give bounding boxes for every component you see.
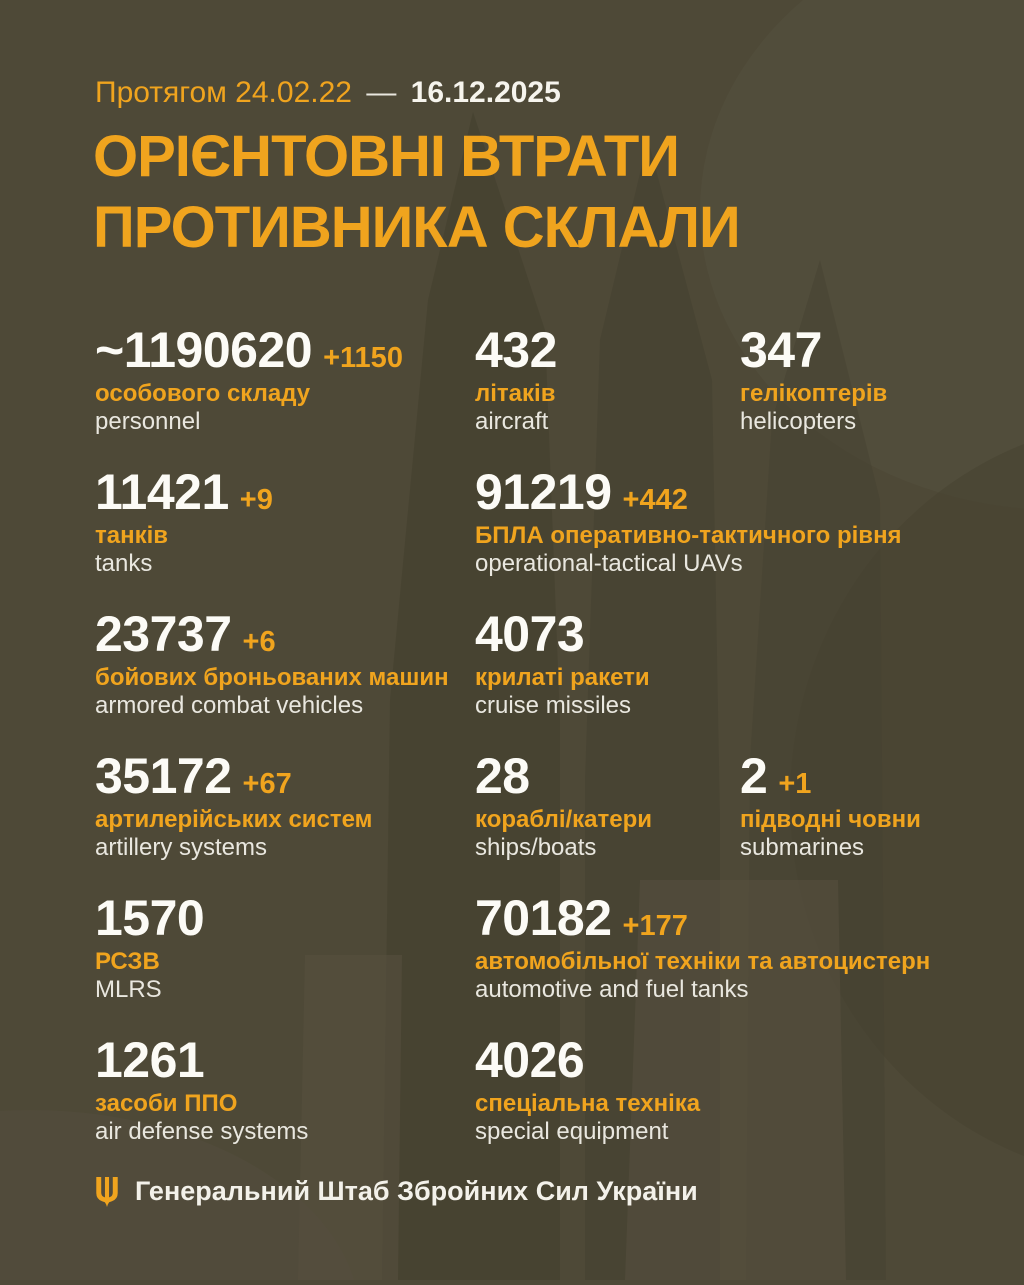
stat-value: 35172 [95,748,232,804]
stat-value: 23737 [95,606,232,662]
stat-label-ua: БПЛА оперативно-тактичного рівня [475,522,902,549]
stat-delta: +442 [622,484,688,516]
stat-special-equipment [475,1032,967,1174]
stat-value: 91219 [475,464,612,520]
stat-label-en: ships/boats [475,834,597,862]
stat-submarines [740,748,967,890]
stat-delta: +1 [778,768,812,800]
losses-stats-grid [95,322,967,1174]
stat-helicopters [740,322,967,464]
stat-label-ua: крилаті ракети [475,664,650,691]
stat-value: ~1190620 [95,322,313,378]
stat-value: 432 [475,322,557,378]
stat-label-ua: кораблі/катери [475,806,653,833]
stat-delta: +67 [242,768,292,800]
stat-label-ua: автомобільної техніки та автоцистерн [475,948,931,975]
stat-label-en: submarines [740,834,865,862]
stat-personnel [95,322,475,464]
stat-tanks [95,464,475,606]
stat-value: 4073 [475,606,585,662]
reporting-period [95,76,561,110]
stat-armored-vehicles [95,606,475,748]
stat-value: 4026 [475,1032,585,1088]
stat-label-en: artillery systems [95,834,268,862]
stat-delta: +177 [622,910,688,942]
stat-label-ua: РСЗВ [95,948,160,975]
stat-label-en: operational-tactical UAVs [475,550,743,578]
stat-label-en: armored combat vehicles [95,692,364,720]
stat-air-defense [95,1032,475,1174]
stat-label-en: cruise missiles [475,692,632,720]
stat-label-en: helicopters [740,408,857,436]
stat-delta: +6 [242,626,276,658]
stat-delta: +1150 [323,342,403,374]
stat-value: 70182 [475,890,612,946]
stat-label-ua: літаків [475,380,556,407]
footer [96,1176,698,1207]
stat-value: 347 [740,322,822,378]
period-date: 16.12.2025 [410,76,561,109]
stat-label-ua: бойових броньованих машин [95,664,449,691]
stat-delta: +9 [239,484,273,516]
stat-mlrs [95,890,475,1032]
stat-label-en: automotive and fuel tanks [475,976,749,1004]
stat-cruise-missiles [475,606,967,748]
stat-label-en: personnel [95,408,201,436]
stat-uavs [475,464,967,606]
stat-value: 11421 [95,464,229,520]
stat-label-ua: танків [95,522,169,549]
stat-ships [475,748,740,890]
stat-label-en: MLRS [95,976,162,1004]
page-title [93,122,740,264]
stat-label-ua: гелікоптерів [740,380,888,407]
period-prefix: Протягом 24.02.22 [95,76,352,109]
stat-label-ua: підводні човни [740,806,921,833]
page-title-line2: ПРОТИВНИКА СКЛАЛИ [93,194,740,260]
stat-label-en: tanks [95,550,153,578]
page-title-line1: ОРІЄНТОВНІ ВТРАТИ [93,124,679,189]
period-separator: — [366,76,397,109]
stat-label-ua: спеціальна техніка [475,1090,701,1117]
stat-value: 1261 [95,1032,205,1088]
stat-label-en: air defense systems [95,1118,309,1146]
stat-value: 28 [475,748,530,804]
stat-label-ua: особового складу [95,380,311,407]
stat-aircraft [475,322,740,464]
stat-label-en: special equipment [475,1118,669,1146]
footer-organization: Генеральний Штаб Збройних Сил України [135,1176,698,1206]
stat-label-ua: артилерійських систем [95,806,373,833]
tryzub-trident-icon [96,1177,118,1207]
stat-vehicles-fuel [475,890,967,1032]
stat-value: 1570 [95,890,205,946]
stat-artillery [95,748,475,890]
stat-label-en: aircraft [475,408,549,436]
stat-label-ua: засоби ППО [95,1090,238,1117]
stat-value: 2 [740,748,768,804]
